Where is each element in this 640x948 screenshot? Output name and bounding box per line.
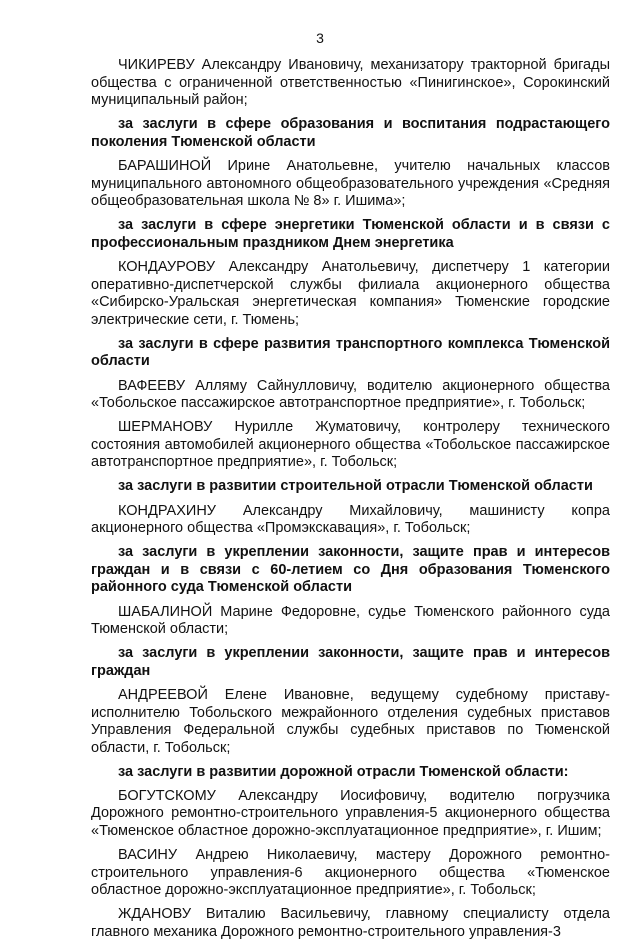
award-category: за заслуги в укреплении законности, защите прав и интересов граждан [91, 645, 610, 679]
document-body [91, 57, 610, 948]
award-category: за заслуги в развитии дорожной отрасли Тюменской области: [118, 763, 569, 780]
award-recipient: ЧИКИРЕВУ Александру Ивановичу, механизатору тракторной бригады общества с ограниченной ответственностью «Пинигинское», Сорокинский муниципальный район; [91, 57, 610, 109]
award-category: за заслуги в сфере энергетики Тюменской области и в связи с профессиональным праздником Днем энергетика [91, 217, 610, 251]
award-recipient: КОНДРАХИНУ Александру Михайловичу, машинисту копра акционерного общества «Промэкскавация», г. Тобольск; [91, 502, 610, 537]
award-recipient: ВАСИНУ Андрею Николаевичу, мастеру Дорожного ремонтно-строительного управления-6 акционерного общества «Тюменское областное дорожно-эксплуатационное предприятие», г. Тобольск; [91, 847, 610, 899]
award-recipient: ВАФЕЕВУ Алляму Сайнулловичу, водителю акционерного общества «Тобольское пассажирское автотранспортное предприятие», г. Тобольск; [91, 377, 610, 412]
award-category: за заслуги в укреплении законности, защите прав и интересов граждан и в связи с 60-летием со Дня образования Тюменского районного суда Тюменской области [91, 544, 610, 596]
award-category: за заслуги в развитии строительной отрасли Тюменской области [118, 478, 593, 495]
award-recipient: КОНДАУРОВУ Александру Анатольевичу, диспетчеру 1 категории оперативно-диспетчерской службы филиала акционерного общества «Сибирско-Уральская энергетическая компания» Тюменские городские электрические сети, г. Тюмень; [91, 258, 610, 328]
award-recipient: БОГУТСКОМУ Александру Иосифовичу, водителю погрузчика Дорожного ремонтно-строительного управления-5 акционерного общества «Тюменское областное дорожно-эксплуатационное предприятие», г. Ишим; [91, 787, 610, 840]
award-recipient: ЖДАНОВУ Виталию Васильевичу, главному специалисту отдела главного механика Дорожного ремонтно-строительного управления-3 [91, 906, 610, 941]
award-category: за заслуги в сфере образования и воспитания подрастающего поколения Тюменской области [91, 116, 610, 150]
award-recipient: ШАБАЛИНОЙ Марине Федоровне, судье Тюменского районного суда Тюменской области; [91, 603, 610, 638]
award-recipient: АНДРЕЕВОЙ Елене Ивановне, ведущему судебному приставу-исполнителю Тобольского межрайонного отделения судебных приставов Управления Федеральной службы судебных приставов по Тюменской области, г. Тобольск; [91, 686, 610, 756]
award-recipient: БАРАШИНОЙ Ирине Анатольевне, учителю начальных классов муниципального автономного общеобразовательного учреждения «Средняя общеобразовательная школа № 8» г. Ишима»; [91, 157, 610, 210]
award-category: за заслуги в сфере развития транспортного комплекса Тюменской области [91, 335, 610, 370]
award-recipient: ШЕРМАНОВУ Нурилле Жуматовичу, контролеру технического состояния автомобилей акционерного общества «Тобольское пассажирское автотранспортное предприятие», г. Тобольск; [91, 419, 610, 471]
page-number: 3 [316, 30, 324, 46]
